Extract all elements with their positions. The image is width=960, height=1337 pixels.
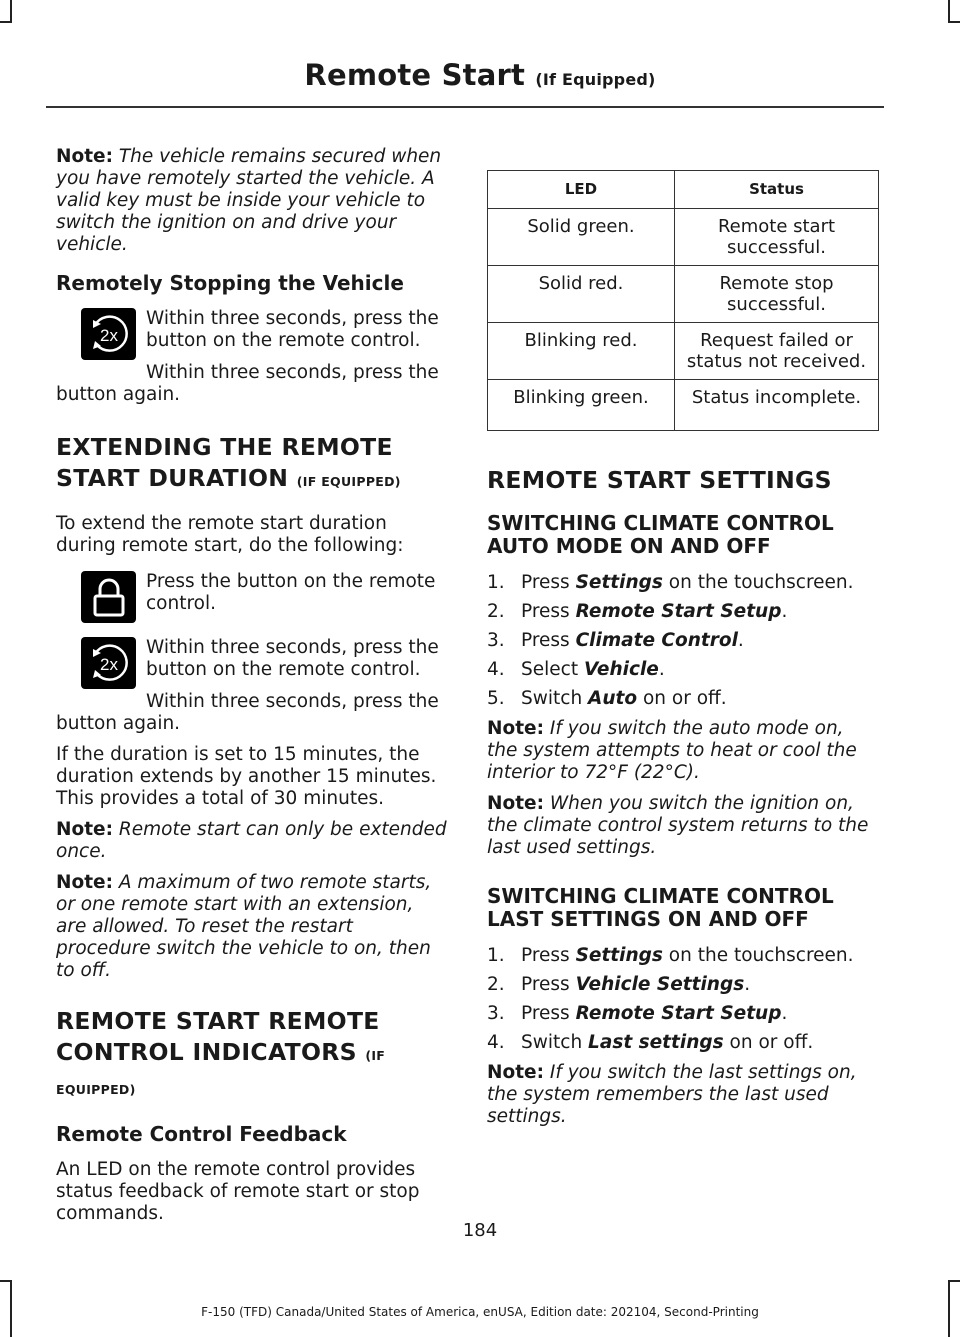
note-text: Remote start can only be extended once. — [56, 819, 447, 862]
table-cell-status: Status incomplete. — [675, 380, 879, 431]
crop-mark — [948, 0, 950, 22]
step-pre: Press — [521, 945, 576, 966]
step-pre: Press — [521, 601, 576, 622]
step-number: 1. — [487, 945, 505, 966]
step-menu-item: Climate Control — [575, 630, 738, 651]
crop-mark — [0, 21, 12, 23]
note-label: Note: — [487, 793, 544, 814]
step-post: on the touchscreen. — [662, 572, 854, 593]
step-pre: Switch — [521, 688, 589, 709]
step-number: 4. — [487, 659, 505, 680]
feedback-text: An LED on the remote control provides status feedback of remote start or stop commands. — [56, 1159, 420, 1224]
stop-step-1: Within three seconds, press the button on the remote control. — [146, 308, 439, 351]
left-column — [56, 146, 448, 1234]
table-row — [488, 380, 879, 431]
page-title-text: Remote Start — [304, 58, 526, 92]
2x-label: 2x — [99, 655, 118, 674]
last-settings-steps — [487, 945, 879, 1054]
extend-intro: To extend the remote start duration during remote start, do the following: — [56, 513, 404, 556]
note-auto-mode — [487, 718, 879, 784]
step-menu-item: Remote Start Setup — [575, 601, 782, 622]
list-item — [487, 601, 879, 623]
note-vehicle-secured — [56, 146, 448, 256]
step-post: on or off. — [637, 688, 727, 709]
table-header-led: LED — [488, 171, 675, 209]
step-post: on or off. — [723, 1032, 814, 1053]
list-item — [487, 1003, 879, 1025]
step-post: . — [781, 601, 788, 622]
list-item — [487, 659, 879, 681]
step-number: 2. — [487, 974, 505, 995]
footer-text: F-150 (TFD) Canada/United States of America, enUSA, Edition date: 202104, Second-Printing — [201, 1305, 759, 1319]
table-cell-led: Blinking red. — [488, 323, 675, 380]
2x-press-icon — [81, 308, 136, 360]
step-menu-item: Vehicle Settings — [575, 974, 745, 995]
remotely-stopping-heading: Remotely Stopping the Vehicle — [56, 271, 404, 295]
note-ignition-on — [487, 793, 879, 859]
note-max-starts — [56, 872, 448, 982]
extending-heading — [56, 432, 448, 497]
extend-step-1: Press the button on the remote control. — [146, 571, 436, 614]
step-pre: Press — [521, 630, 576, 651]
extend-step-3: Within three seconds, press the button again. — [56, 691, 439, 734]
step-pre: Press — [521, 1003, 576, 1024]
step-number: 5. — [487, 688, 505, 709]
crop-mark — [948, 1280, 960, 1282]
step-pre: Select — [521, 659, 584, 680]
crop-mark — [948, 21, 960, 23]
step-pre: Switch — [521, 1032, 589, 1053]
step-menu-item: Auto — [588, 688, 638, 709]
extend-duration-text: If the duration is set to 15 minutes, the duration extends by another 15 minutes. This provides a total of 30 minutes. — [56, 744, 437, 809]
2x-label: 2x — [99, 326, 118, 345]
indicators-heading — [56, 1006, 448, 1105]
step-pre: Press — [521, 572, 576, 593]
list-item — [487, 974, 879, 996]
extending-heading-b: START DURATION — [56, 464, 289, 492]
auto-mode-heading: SWITCHING CLIMATE CONTROL AUTO MODE ON AND OFF — [487, 511, 834, 558]
note-text: A maximum of two remote starts, or one remote start with an extension, are allowed. To reset the restart procedure switch the vehicle to on, then to off. — [56, 872, 432, 981]
note-text: If you switch the auto mode on, the system attempts to heat or cool the interior to 72°F (22°C). — [487, 718, 857, 783]
crop-mark — [10, 0, 12, 22]
table-cell-led: Solid green. — [488, 209, 675, 266]
step-post: . — [781, 1003, 788, 1024]
step-menu-item: Settings — [575, 945, 663, 966]
step-number: 3. — [487, 630, 505, 651]
table-header-row — [488, 171, 879, 209]
note-text: The vehicle remains secured when you have remotely started the vehicle. A valid key must be inside your vehicle to switch the ignition on and drive your vehicle. — [56, 146, 442, 255]
step-post: . — [744, 974, 751, 995]
note-label: Note: — [56, 872, 113, 893]
list-item — [487, 630, 879, 652]
stop-step-2: Within three seconds, press the button again. — [56, 362, 439, 405]
note-text: When you switch the ignition on, the climate control system returns to the last used settings. — [487, 793, 869, 858]
indicators-heading-suffix-b: EQUIPPED) — [56, 1082, 136, 1097]
extend-step-2: Within three seconds, press the button on the remote control. — [146, 637, 439, 680]
note-label: Note: — [56, 146, 113, 167]
right-column — [487, 146, 879, 1137]
extend-step-row-2 — [56, 637, 448, 695]
step-menu-item: Settings — [575, 572, 663, 593]
2x-press-icon — [81, 637, 136, 689]
step-post: . — [658, 659, 665, 680]
step-post: on the touchscreen. — [662, 945, 854, 966]
page-title — [0, 58, 960, 92]
table-cell-status: Request failed or status not received. — [675, 323, 879, 380]
note-label: Note: — [487, 1062, 544, 1083]
step-pre: Press — [521, 974, 576, 995]
table-row — [488, 323, 879, 380]
indicators-heading-b: CONTROL INDICATORS — [56, 1038, 357, 1066]
header-divider — [46, 106, 884, 108]
lock-icon — [81, 571, 136, 623]
led-status-table — [487, 170, 879, 431]
table-cell-status: Remote stop successful. — [675, 266, 879, 323]
step-number: 2. — [487, 601, 505, 622]
crop-mark — [0, 1280, 12, 1282]
indicators-heading-suffix-a: (IF — [365, 1048, 386, 1063]
extending-heading-suffix: (IF EQUIPPED) — [296, 474, 401, 489]
extending-heading-a: EXTENDING THE REMOTE — [56, 433, 393, 461]
note-text: If you switch the last settings on, the system remembers the last used settings. — [487, 1062, 857, 1127]
indicators-heading-a: REMOTE START REMOTE — [56, 1007, 380, 1035]
list-item — [487, 572, 879, 594]
stop-step-row — [56, 308, 448, 366]
step-number: 3. — [487, 1003, 505, 1024]
auto-mode-steps — [487, 572, 879, 710]
settings-heading: REMOTE START SETTINGS — [487, 466, 832, 494]
list-item — [487, 945, 879, 967]
step-menu-item: Vehicle — [583, 659, 659, 680]
step-menu-item: Last settings — [588, 1032, 724, 1053]
table-row — [488, 209, 879, 266]
table-row — [488, 266, 879, 323]
feedback-heading: Remote Control Feedback — [56, 1122, 347, 1146]
table-cell-led: Blinking green. — [488, 380, 675, 431]
table-header-status: Status — [675, 171, 879, 209]
step-menu-item: Remote Start Setup — [575, 1003, 782, 1024]
page-title-suffix: (If Equipped) — [535, 70, 656, 89]
last-settings-heading: SWITCHING CLIMATE CONTROL LAST SETTINGS ON AND OFF — [487, 884, 834, 931]
step-number: 1. — [487, 572, 505, 593]
extend-step-row-1 — [56, 571, 448, 629]
table-cell-status: Remote start successful. — [675, 209, 879, 266]
table-cell-led: Solid red. — [488, 266, 675, 323]
list-item — [487, 688, 879, 710]
step-number: 4. — [487, 1032, 505, 1053]
list-item — [487, 1032, 879, 1054]
page-number: 184 — [462, 1220, 498, 1241]
note-label: Note: — [56, 819, 113, 840]
step-post: . — [737, 630, 744, 651]
note-last-settings — [487, 1062, 879, 1128]
note-label: Note: — [487, 718, 544, 739]
note-extend-once — [56, 819, 448, 863]
